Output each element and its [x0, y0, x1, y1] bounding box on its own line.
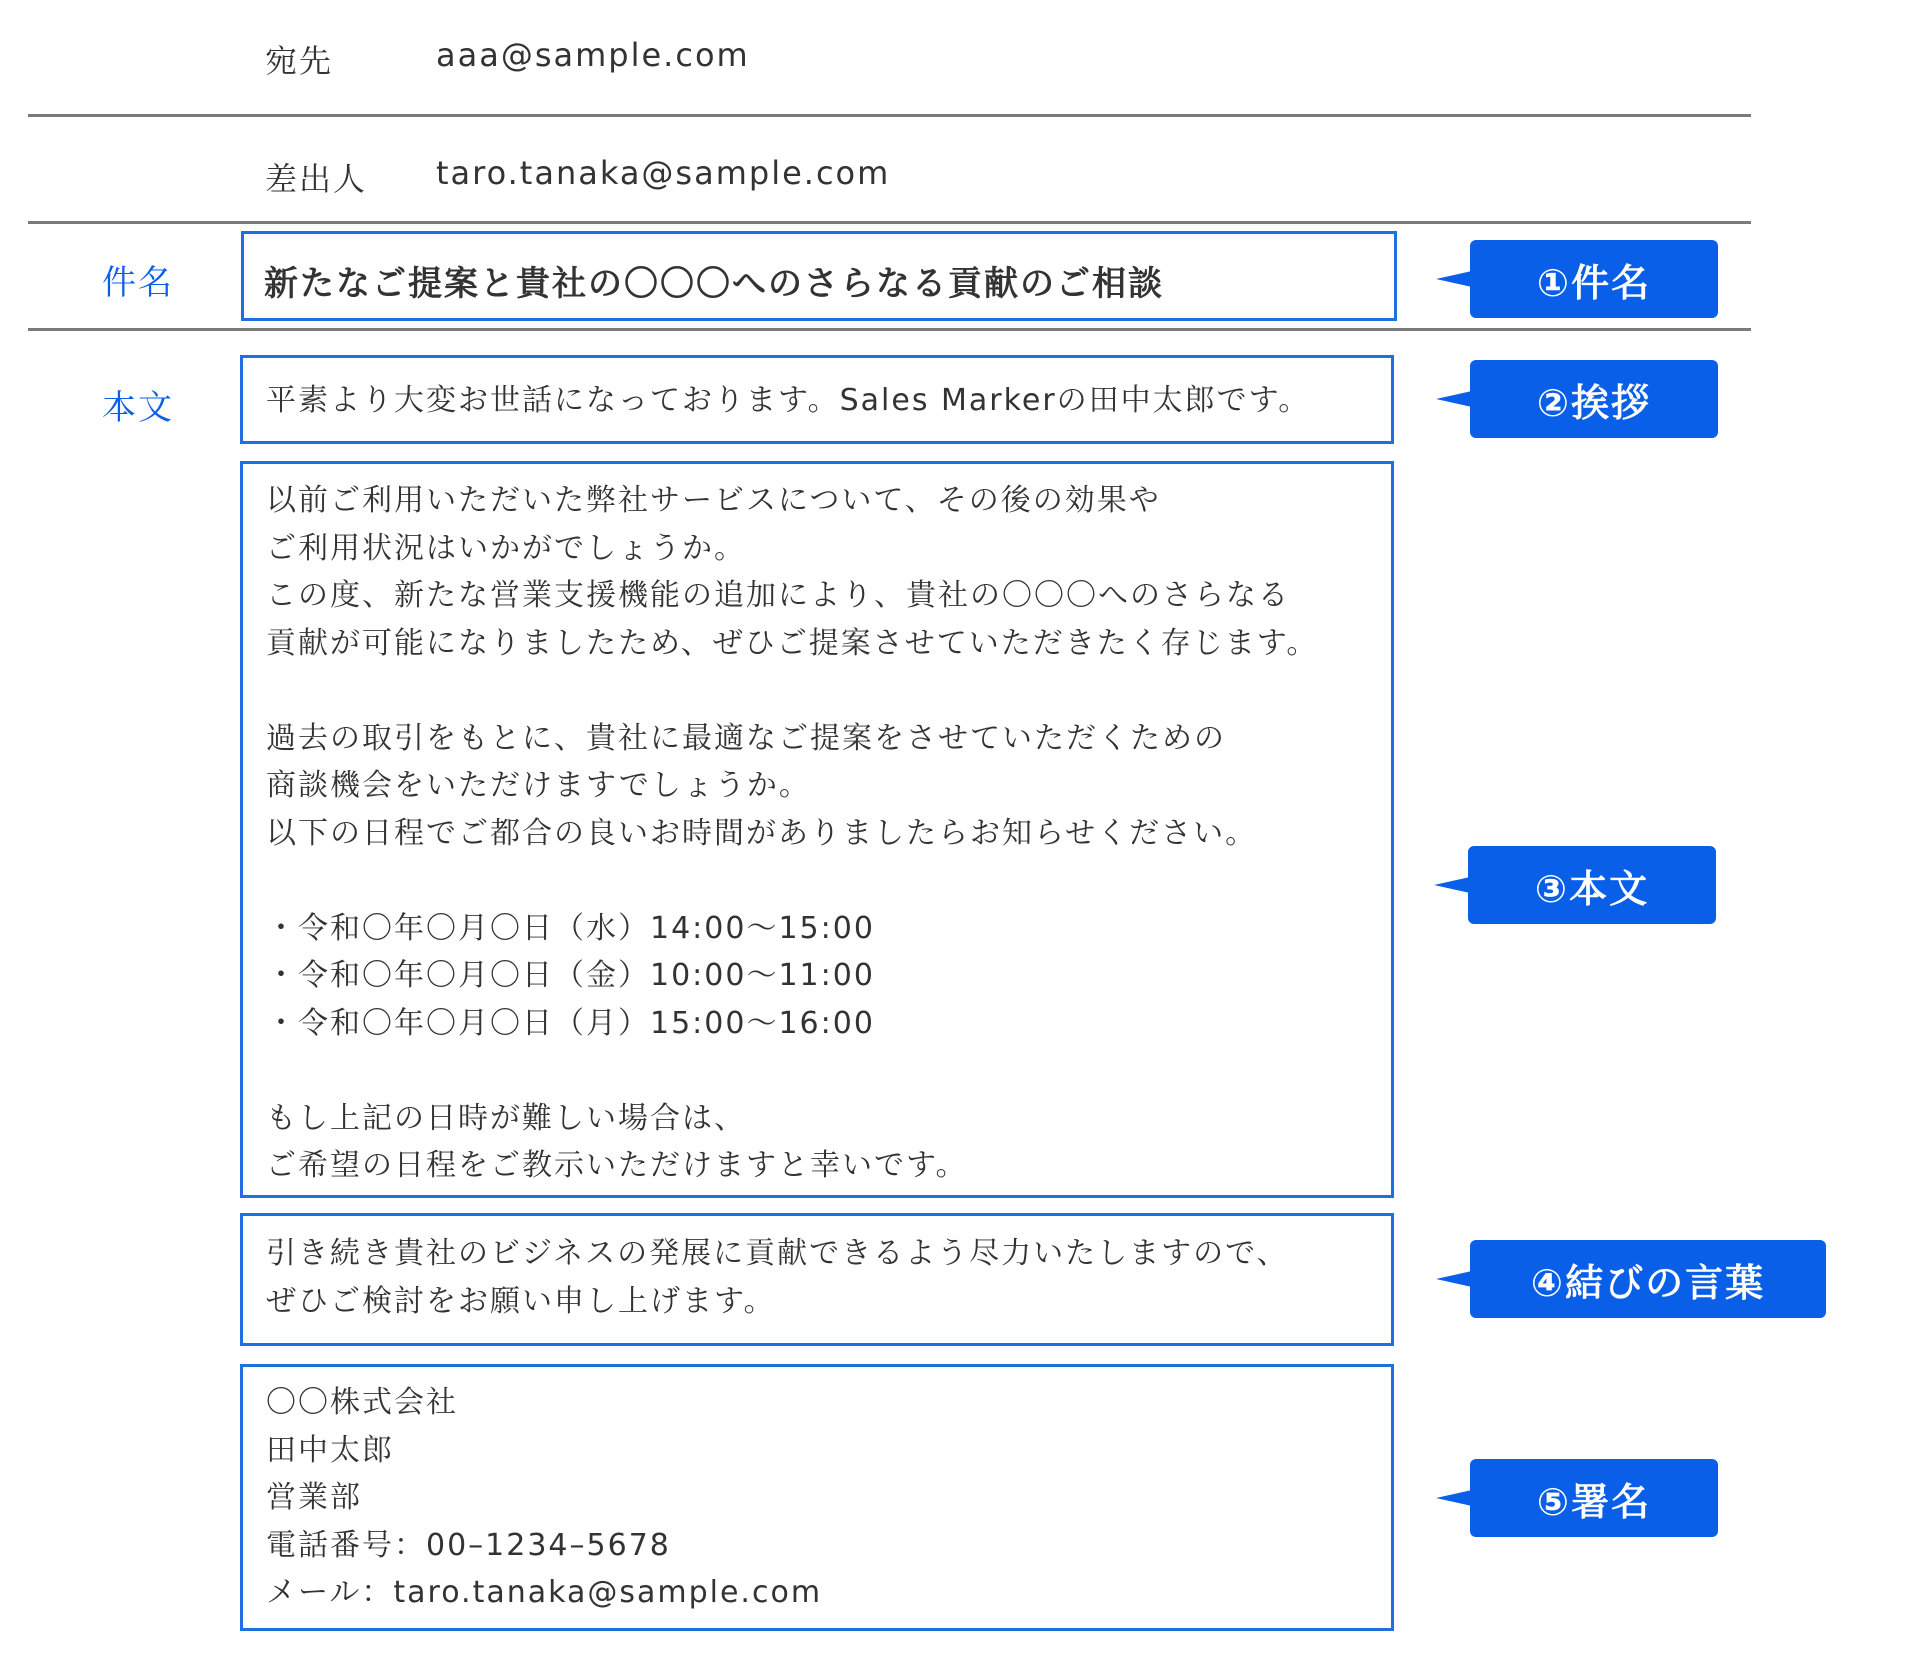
body-line: ご希望の日程をご教示いただけますと幸いです。 — [266, 1148, 968, 1183]
body-box[interactable] — [240, 461, 1394, 1198]
closing-text — [266, 1230, 1289, 1325]
from-address[interactable]: taro.tanaka@sample.com — [436, 154, 891, 192]
from-label: 差出人 — [265, 160, 368, 198]
greeting-box[interactable] — [240, 355, 1394, 444]
body-line-blank — [266, 857, 1318, 905]
body-line: この度、新たな営業支援機能の追加により、貴社の〇〇〇へのさらなる — [266, 578, 1290, 613]
to-address[interactable]: aaa@sample.com — [436, 36, 750, 74]
body-text — [266, 477, 1318, 1190]
closing-box[interactable] — [240, 1213, 1394, 1346]
schedule-option: ・令和〇年〇月〇日（水）14:00〜15:00 — [266, 910, 875, 946]
schedule-option: ・令和〇年〇月〇日（金）10:00〜11:00 — [266, 958, 875, 993]
divider — [28, 114, 1751, 117]
body-line: 商談機会をいただけますでしょうか。 — [266, 768, 811, 803]
greeting-text: 平素より大変お世話になっております。Sales Markerの田中太郎です。 — [266, 383, 1311, 418]
signature-email: メール：taro.tanaka@sample.com — [266, 1575, 823, 1610]
body-line-blank — [266, 1047, 1318, 1095]
body-line: ご利用状況はいかがでしょうか。 — [266, 530, 746, 566]
signature-department: 営業部 — [266, 1480, 362, 1515]
signature-name: 田中太郎 — [266, 1432, 394, 1468]
body-line-blank — [266, 667, 1318, 715]
signature-box[interactable] — [240, 1364, 1394, 1631]
subject-box[interactable] — [241, 231, 1397, 321]
callout-closing: ④結びの言葉 — [1470, 1240, 1826, 1318]
closing-line: ぜひご検討をお願い申し上げます。 — [266, 1283, 776, 1319]
body-line: 貢献が可能になりましたため、ぜひご提案させていただきたく存じます。 — [266, 625, 1319, 661]
signature-text — [266, 1379, 822, 1617]
callout-signature: ⑤署名 — [1470, 1459, 1718, 1537]
body-line: 過去の取引をもとに、貴社に最適なご提案をさせていただくための — [266, 720, 1226, 756]
subject-section-label: 件名 — [102, 263, 174, 303]
signature-phone: 電話番号：00–1234–5678 — [266, 1527, 671, 1563]
body-section-label: 本文 — [102, 388, 174, 428]
schedule-option: ・令和〇年〇月〇日（月）15:00〜16:00 — [266, 1005, 875, 1041]
subject-text: 新たなご提案と貴社の〇〇〇へのさらなる貢献のご相談 — [264, 264, 1164, 304]
divider — [28, 328, 1751, 331]
callout-greeting: ②挨拶 — [1470, 360, 1718, 438]
callout-body: ③本文 — [1468, 846, 1716, 924]
to-label: 宛先 — [265, 42, 334, 80]
signature-company: 〇〇株式会社 — [266, 1385, 458, 1420]
closing-line: 引き続き貴社のビジネスの発展に貢献できるよう尽力いたしますので、 — [266, 1236, 1289, 1271]
body-line: もし上記の日時が難しい場合は、 — [266, 1100, 746, 1136]
body-line: 以前ご利用いただいた弊社サービスについて、その後の効果や — [266, 483, 1161, 518]
divider — [28, 221, 1751, 224]
body-line: 以下の日程でご都合の良いお時間がありましたらお知らせください。 — [266, 815, 1258, 851]
callout-subject: ①件名 — [1470, 240, 1718, 318]
